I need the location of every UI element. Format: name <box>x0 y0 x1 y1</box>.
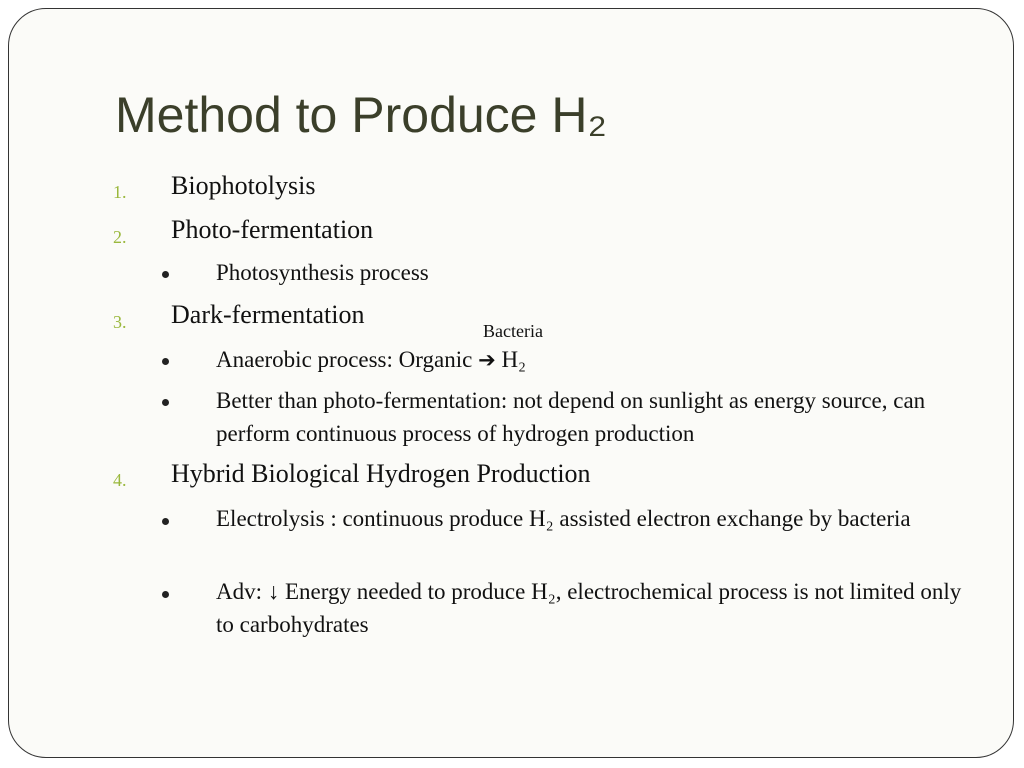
bullet-electrolysis: Electrolysis : continuous produce H₂ assisted electron exchange by bacteria <box>216 506 911 531</box>
list-item-photo-fermentation: Photo-fermentation <box>171 215 374 244</box>
list-item-hybrid-production: Hybrid Biological Hydrogen Production <box>171 459 591 488</box>
list-number: 4. <box>113 470 127 490</box>
bullet-better-than-photo: Better than photo-fermentation: not depend on sunlight as energy source, can perform continuous process of hydrogen production <box>216 388 926 446</box>
slide <box>8 8 1014 758</box>
list-number: 3. <box>113 312 127 332</box>
bullet-dot-icon <box>162 399 169 406</box>
bullet-dot-icon <box>162 518 169 525</box>
slide-title: Method to Produce H₂ <box>115 87 607 143</box>
arrow-right-icon: ➔ <box>478 348 496 372</box>
bullet-photosynthesis: Photosynthesis process <box>216 260 429 285</box>
reaction-catalyst-label: Bacteria <box>483 321 543 341</box>
list-number: 2. <box>113 227 127 247</box>
bullet-advantage: Adv: ↓ Energy needed to produce H₂, electrochemical process is not limited only to carbohydrates <box>216 579 962 637</box>
list-item-biophotolysis: Biophotolysis <box>171 171 316 200</box>
bullet-dot-icon <box>162 591 169 598</box>
list-number: 1. <box>113 182 127 202</box>
equation-product: H₂ <box>495 347 527 372</box>
bullet-dot-icon <box>162 271 169 278</box>
bullet-anaerobic-equation <box>216 343 966 377</box>
bullet-dot-icon <box>162 358 169 365</box>
equation-reactant: Anaerobic process: Organic <box>216 347 479 372</box>
list-item-dark-fermentation: Dark-fermentation <box>171 300 365 329</box>
